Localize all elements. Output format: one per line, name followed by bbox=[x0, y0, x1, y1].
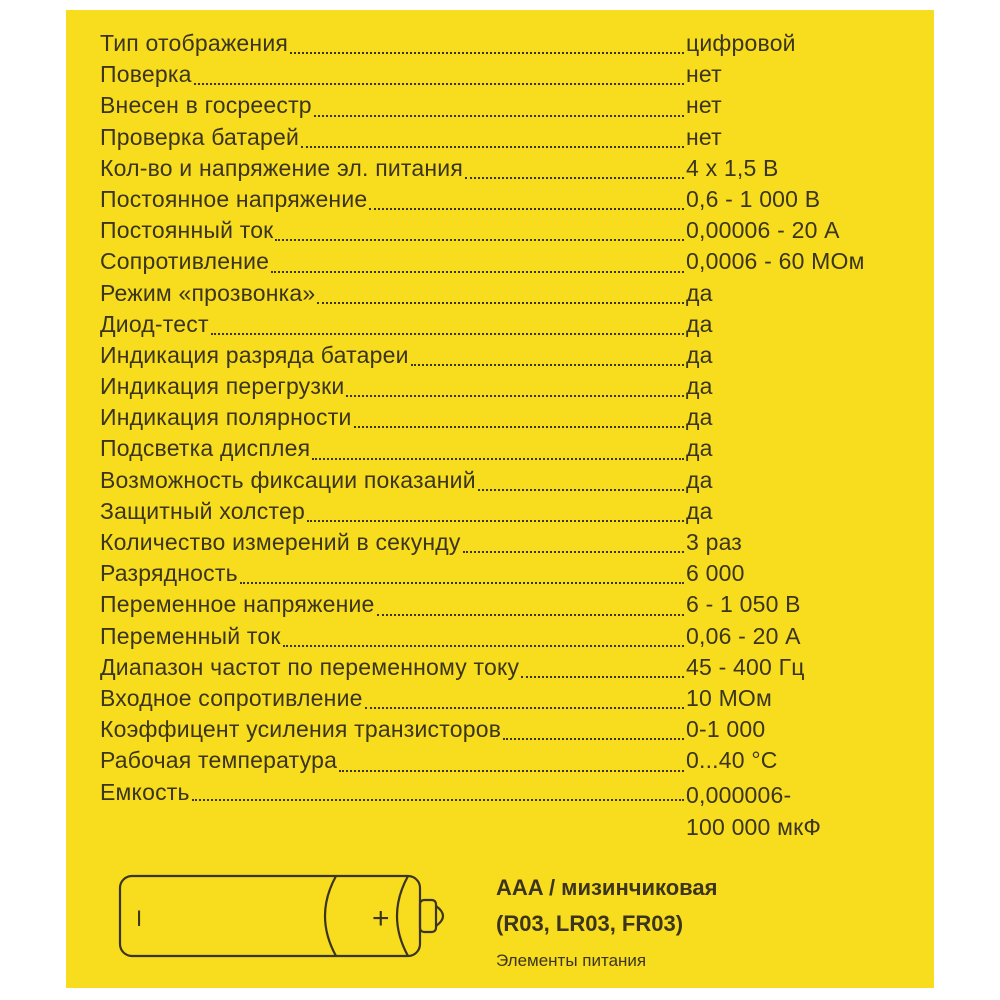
spec-value: 10 МОм bbox=[686, 684, 773, 711]
spec-row bbox=[100, 467, 900, 498]
spec-label: Индикация разряда батареи bbox=[100, 341, 409, 368]
spec-row bbox=[100, 186, 900, 217]
spec-row bbox=[100, 747, 900, 778]
battery-info bbox=[496, 870, 916, 976]
battery-type-codes: (R03, LR03, FR03) bbox=[496, 911, 684, 936]
dot-leader bbox=[275, 239, 684, 241]
spec-value: 4 х 1,5 В bbox=[686, 154, 779, 181]
spec-row bbox=[100, 685, 900, 716]
spec-row bbox=[100, 280, 900, 311]
spec-label: Коэффицент усиления транзисторов bbox=[100, 716, 502, 743]
spec-label: Количество измерений в секунду bbox=[100, 529, 461, 555]
spec-label: Входное сопротивление bbox=[100, 684, 363, 711]
spec-label: Диод-тест bbox=[100, 310, 209, 337]
spec-value-line: 0,000006- bbox=[686, 781, 792, 808]
plus-terminal-label: + bbox=[372, 902, 390, 935]
spec-value: да bbox=[686, 310, 713, 337]
spec-label: Разрядность bbox=[100, 560, 238, 587]
spec-label: Возможность фиксации показаний bbox=[100, 466, 476, 493]
dot-leader bbox=[192, 799, 684, 801]
spec-value: 6 000 bbox=[686, 560, 745, 587]
spec-row bbox=[100, 342, 900, 373]
dot-leader bbox=[339, 770, 684, 772]
dot-leader bbox=[503, 738, 684, 740]
spec-label: Постоянный ток bbox=[100, 217, 274, 244]
spec-value: 0-1 000 bbox=[686, 716, 766, 743]
dot-leader bbox=[317, 302, 684, 304]
spec-value bbox=[686, 779, 900, 843]
spec-label: Переменный ток bbox=[100, 622, 281, 649]
dot-leader bbox=[314, 115, 684, 117]
spec-label: Режим «прозвонка» bbox=[100, 279, 316, 306]
spec-value: нет bbox=[686, 92, 722, 119]
spec-row bbox=[100, 529, 900, 560]
dot-leader bbox=[312, 458, 684, 460]
spec-value: 45 - 400 Гц bbox=[686, 653, 805, 680]
minus-terminal-label: I bbox=[136, 906, 143, 931]
dot-leader bbox=[369, 208, 684, 210]
dot-leader bbox=[521, 676, 684, 678]
spec-label: Емкость bbox=[100, 778, 190, 805]
battery-type-title: AAA / мизинчиковая bbox=[496, 875, 718, 900]
spec-row bbox=[100, 248, 900, 279]
spec-value: да bbox=[686, 279, 713, 306]
spec-label: Индикация перегрузки bbox=[100, 373, 345, 400]
spec-label: Индикация полярности bbox=[100, 404, 352, 431]
spec-label: Поверка bbox=[100, 61, 192, 88]
dot-leader bbox=[271, 271, 684, 273]
spec-label: Переменное напряжение bbox=[100, 591, 375, 618]
spec-row bbox=[100, 623, 900, 654]
spec-row bbox=[100, 217, 900, 248]
dot-leader bbox=[240, 582, 684, 584]
dot-leader bbox=[411, 364, 684, 366]
dot-leader bbox=[346, 395, 684, 397]
spec-row bbox=[100, 61, 900, 92]
spec-label: Постоянное напряжение bbox=[100, 185, 368, 212]
spec-label: Защитный холстер bbox=[100, 497, 305, 524]
spec-value: да bbox=[686, 435, 713, 462]
spec-row bbox=[100, 560, 900, 591]
spec-row bbox=[100, 435, 900, 466]
spec-row bbox=[100, 124, 900, 155]
dot-leader bbox=[478, 489, 684, 491]
spec-value: да bbox=[686, 466, 713, 493]
spec-label: Сопротивление bbox=[100, 248, 270, 275]
spec-label: Подсветка дисплея bbox=[100, 435, 311, 462]
aaa-battery-icon bbox=[118, 868, 478, 964]
spec-card bbox=[66, 10, 934, 988]
battery-caption: Элементы питания bbox=[496, 951, 647, 970]
spec-value: да bbox=[686, 497, 713, 524]
spec-row bbox=[100, 591, 900, 622]
spec-value: да bbox=[686, 341, 713, 368]
dot-leader bbox=[283, 645, 684, 647]
spec-value: 3 раз bbox=[686, 529, 743, 555]
spec-label: Диапазон частот по переменному току bbox=[100, 653, 520, 680]
spec-label: Проверка батарей bbox=[100, 123, 300, 150]
spec-row bbox=[100, 311, 900, 342]
spec-row bbox=[100, 373, 900, 404]
dot-leader bbox=[365, 707, 684, 709]
spec-list bbox=[100, 30, 900, 843]
spec-label: Тип отображения bbox=[100, 30, 289, 56]
spec-value: цифровой bbox=[686, 30, 796, 56]
dot-leader bbox=[301, 146, 684, 148]
spec-value: 6 - 1 050 В bbox=[686, 591, 801, 618]
spec-row bbox=[100, 155, 900, 186]
spec-row bbox=[100, 654, 900, 685]
dot-leader bbox=[307, 520, 684, 522]
spec-value: 0,06 - 20 А bbox=[686, 622, 801, 649]
spec-label: Рабочая температура bbox=[100, 747, 338, 774]
spec-value: нет bbox=[686, 61, 722, 88]
spec-value: 0,0006 - 60 МОм bbox=[686, 248, 865, 275]
spec-value: 0,6 - 1 000 В bbox=[686, 185, 821, 212]
spec-label: Кол-во и напряжение эл. питания bbox=[100, 154, 463, 181]
dot-leader bbox=[465, 177, 684, 179]
spec-value: да bbox=[686, 404, 713, 431]
spec-row bbox=[100, 92, 900, 123]
dot-leader bbox=[194, 83, 684, 85]
spec-label: Внесен в госреестр bbox=[100, 92, 312, 119]
spec-row bbox=[100, 498, 900, 529]
dot-leader bbox=[354, 426, 684, 428]
dot-leader bbox=[463, 551, 684, 553]
spec-row bbox=[100, 404, 900, 435]
dot-leader bbox=[377, 614, 684, 616]
spec-value: 0,00006 - 20 А bbox=[686, 217, 840, 244]
spec-row bbox=[100, 30, 900, 61]
dot-leader bbox=[290, 52, 684, 54]
spec-value: 0...40 °С bbox=[686, 747, 778, 774]
spec-value-line: 100 000 мкФ bbox=[686, 813, 822, 840]
spec-value: нет bbox=[686, 123, 722, 150]
spec-row bbox=[100, 716, 900, 747]
spec-value: да bbox=[686, 373, 713, 400]
spec-row bbox=[100, 779, 900, 843]
dot-leader bbox=[211, 333, 684, 335]
